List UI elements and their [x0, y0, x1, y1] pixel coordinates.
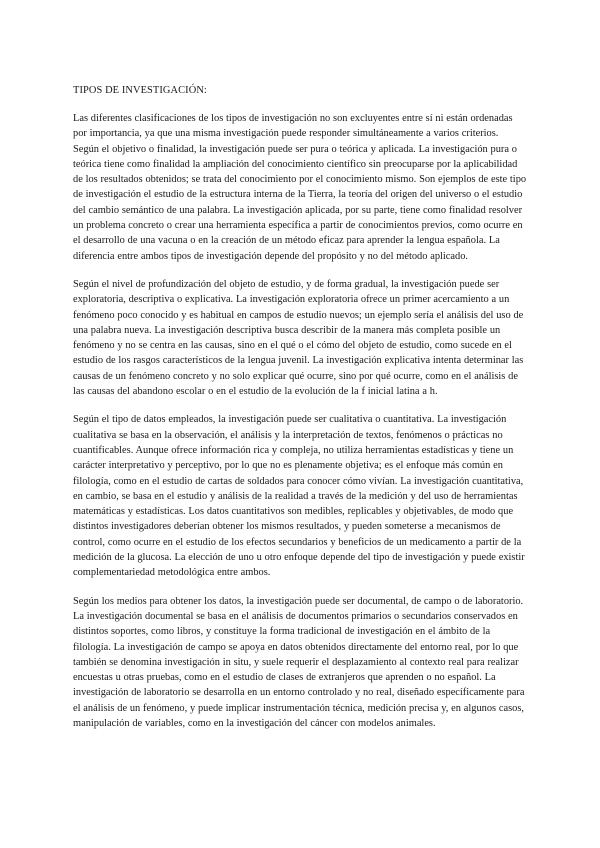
paragraph-data-type: Según el tipo de datos empleados, la investigación puede ser cualitativa o cuantitativa. La investigación cualitativa se basa en la observación, el análisis y la interpretación de textos, fenómenos o prácticas no cuantificables. Aunque ofrece información rica y compleja, no utiliza herramientas estadísticas y tiene un carácter interpretativo y perceptivo, por lo que no es plenamente objetiva; es el enfoque más común en filología, como en el estudio de cartas de soldados para conocer cómo vivían. La investigación cuantitativa, en cambio, se basa en el estudio y análisis de la realidad a través de la medición y del uso de herramientas matemáticas y estadísticas. Los datos cuantitativos son medibles, replicables y objetivables, de modo que distintos investigadores deberían obtener los mismos resultados, y pueden someterse a mecanismos de control, como ocurre en el estudio de los efectos secundarios y beneficios de un medicamento a partir de la medición de la glucosa. La elección de uno u otro enfoque depende del tipo de investigación y puede existir complementariedad metodológica entre ambos.	[73, 414, 525, 579]
paragraph-depth: Según el nivel de profundización del objeto de estudio, y de forma gradual, la investigación puede ser exploratoria, descriptiva o explicativa. La investigación exploratoria ofrece un primer acercamiento a un fenómeno poco conocido y es habitual en campos de estudio nuevos; un ejemplo sería el análisis del uso de una palabra nueva. La investigación descriptiva busca describir de la manera más completa posible un fenómeno y no se centra en las causas, sino en el qué o el cómo del objeto de estudio, como sucede en el estudio de los rasgos característicos de la lengua juvenil. La investigación explicativa intenta determinar las causas de un fenómeno concreto y no solo explicar qué ocurre, sino por qué ocurre, como en el análisis de las causas del abandono escolar o en el estudio de la evolución de la f inicial latina a h.	[73, 278, 524, 398]
document-page	[73, 84, 527, 744]
paragraph-data-sources: Según los medios para obtener los datos, la investigación puede ser documental, de campo o de laboratorio. La investigación documental se basa en el análisis de documentos primarios o secundarios conservados en distintos soportes, como libros, y constituye la forma tradicional de investigación en el ámbito de la filología. La investigación de campo se apoya en datos obtenidos directamente del entorno real, por lo que también se denomina investigación in situ, y suele requerir el desplazamiento al contexto real para realizar encuestas u otras pruebas, como en el estudio de clases de extranjeros que aprenden o no español. La investigación de laboratorio se desarrolla en un entorno controlado y no real, diseñado específicamente para el análisis de un fenómeno, y puede implicar instrumentación técnica, medición precisa y, en algunos casos, manipulación de variables, como en la investigación del cáncer con modelos animales.	[73, 595, 525, 729]
document-title: TIPOS DE INVESTIGACIÓN:	[73, 85, 207, 96]
paragraph-purpose: Las diferentes clasificaciones de los tipos de investigación no son excluyentes entre sí ni están ordenadas por importancia, ya que una misma investigación puede responder simultáneamente a varios criterios. Según el objetivo o finalidad, la investigación puede ser pura o teórica y aplicada. La investigación pura o teórica tiene como finalidad la ampliación del conocimiento científico sin preocuparse por la aplicabilidad de los resultados obtenidos; se trata del conocimiento por el conocimiento mismo. Son ejemplos de este tipo de investigación el estudio de la estructura interna de la Tierra, la teoría del origen del universo o el estudio del cambio semántico de una palabra. La investigación aplicada, por su parte, tiene como finalidad resolver un problema concreto o crear una herramienta específica a partir de conocimientos previos, como ocurre en el desarrollo de una vacuna o en la creación de un método eficaz para aprender la lengua española. La diferencia entre ambos tipos de investigación depende del propósito y no del método aplicado.	[73, 113, 527, 262]
